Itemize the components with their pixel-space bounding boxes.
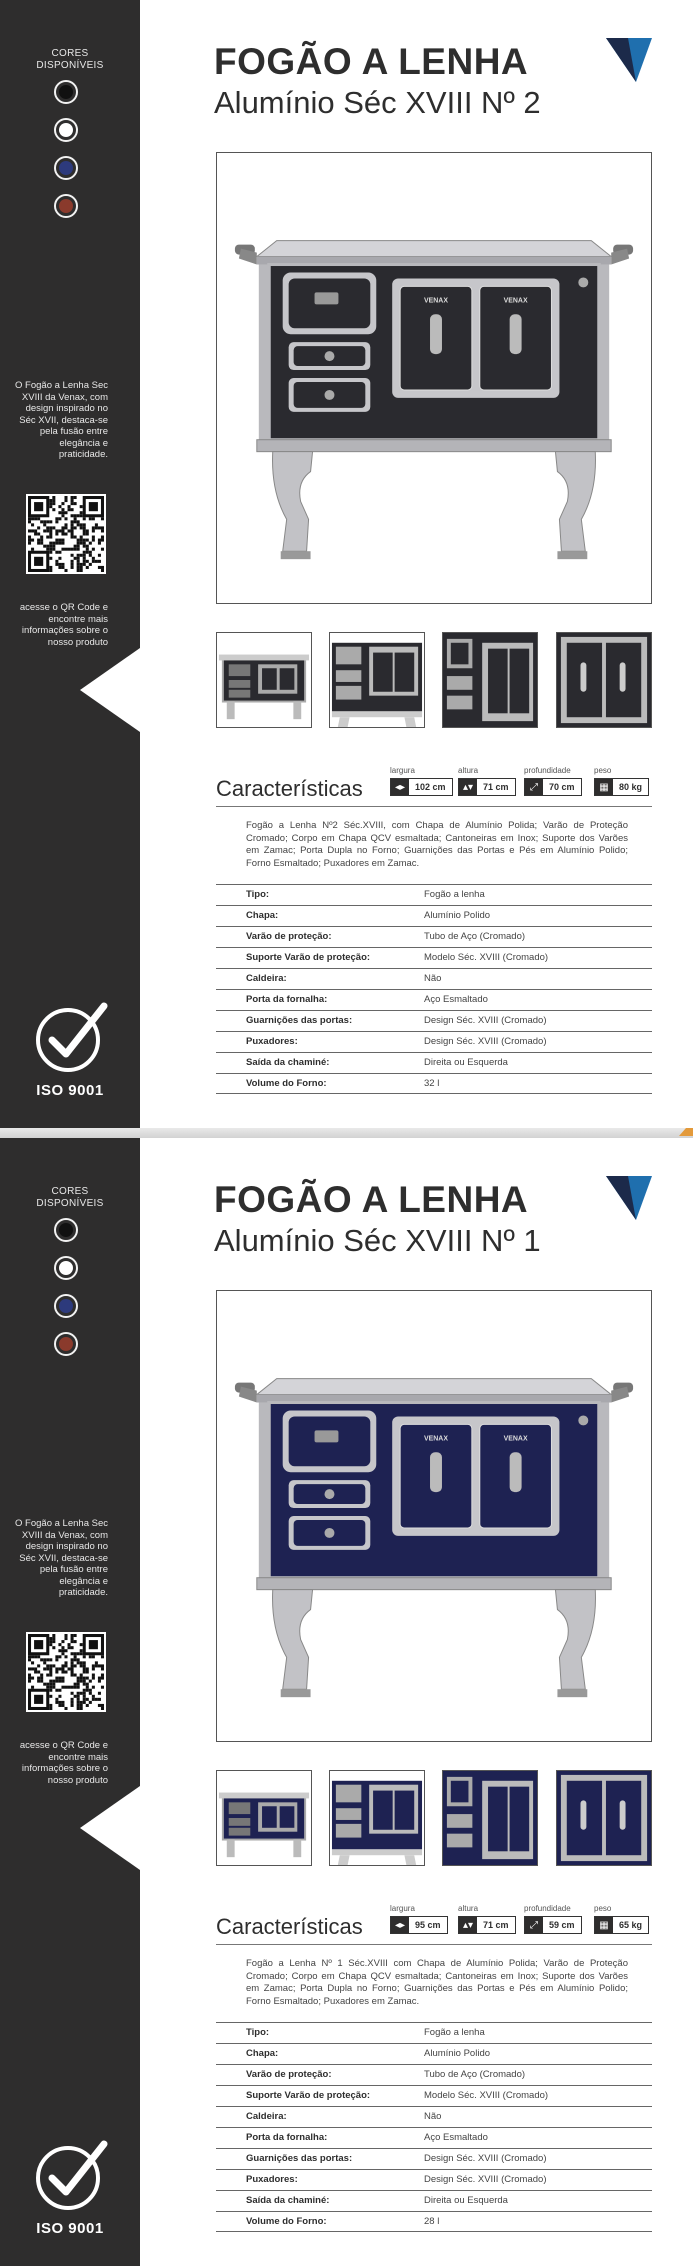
product-description: Fogão a Lenha Nº2 Séc.XVIII, com Chapa de Alumínio Polida; Varão de Proteção Cromado; Corpo em Chapa QCV esmaltada; Cantoneiras em Inox; Suporte dos Varões em Zamac; Porta Dupla no Forno; Guarnições das Portas e Pés em Alumínio Polido; Forno Esmaltado; Puxadores em Zamac. [246, 820, 628, 869]
spec-key: Chapa: [246, 910, 279, 921]
height-arrows-icon: ▴▾ [459, 1917, 477, 1933]
sidebar-description: O Fogão a Lenha Sec XVIII da Venax, com design inspirado no Séc XVII, destaca-se pela fusão entre elegância e praticidade. [15, 1518, 108, 1598]
spec-box [524, 1916, 582, 1934]
spec-value: Fogão a lenha [424, 889, 485, 900]
spec-key: Tipo: [246, 2027, 270, 2038]
depth-arrows-icon: ⤢ [525, 779, 543, 795]
color-swatch[interactable] [54, 80, 78, 104]
color-swatch[interactable] [54, 194, 78, 218]
spec-label: peso [594, 1904, 612, 1913]
width-arrows-icon: ◂▸ [391, 1917, 409, 1933]
spec-value: Tubo de Aço (Cromado) [424, 931, 526, 942]
spec-key: Suporte Varão de proteção: [246, 2090, 371, 2101]
spec-key: Guarnições das portas: [246, 1015, 353, 1026]
spec-label: altura [458, 1904, 479, 1913]
depth-arrows-icon: ⤢ [525, 1917, 543, 1933]
page-title: FOGÃO A LENHA [214, 1179, 529, 1220]
spec-key: Guarnições das portas: [246, 2153, 353, 2164]
table-row [216, 2106, 652, 2127]
spec-value: 102 cm [415, 782, 446, 792]
spec-label: largura [390, 1904, 415, 1913]
spec-key: Suporte Varão de proteção: [246, 952, 371, 963]
spec-value: 59 cm [549, 1920, 575, 1930]
svg-text:VENAX: VENAX [424, 297, 448, 305]
spec-value: 32 l [424, 1078, 440, 1089]
weight-icon: ▦ [595, 779, 613, 795]
catalog-page [0, 0, 693, 1128]
product-thumbnail[interactable] [216, 1770, 312, 1866]
section-title: Características [216, 1914, 363, 1939]
spec-table [216, 2022, 652, 2232]
qr-code[interactable] [26, 1632, 106, 1712]
spec-value: 28 l [424, 2216, 440, 2227]
table-row [216, 905, 652, 926]
color-swatch[interactable] [54, 156, 78, 180]
table-row [216, 1073, 652, 1094]
main-product-image[interactable] [216, 152, 652, 604]
spec-box [524, 778, 582, 796]
spec-value: Design Séc. XVIII (Cromado) [424, 1036, 547, 1047]
thumbnail-strip [216, 1770, 652, 1866]
sidebar-description: O Fogão a Lenha Sec XVIII da Venax, com design inspirado no Séc XVII, destaca-se pela fusão entre elegância e praticidade. [15, 380, 108, 460]
product-thumbnail[interactable] [556, 1770, 652, 1866]
table-row [216, 1052, 652, 1073]
product-thumbnail[interactable] [216, 632, 312, 728]
colors-title: CORES DISPONÍVEIS [36, 48, 104, 71]
qr-code-image [28, 496, 104, 572]
qr-caption: acesse o QR Code e encontre mais informações sobre o nosso produto [19, 1740, 108, 1786]
section-title: Características [216, 776, 363, 801]
page-title: FOGÃO A LENHA [214, 41, 529, 82]
thumbnail-image [217, 1771, 311, 1865]
spec-key: Puxadores: [246, 2174, 298, 2185]
spec-key: Porta da fornalha: [246, 2132, 328, 2143]
iso-check-icon [34, 1000, 110, 1076]
spec-value: Design Séc. XVIII (Cromado) [424, 1015, 547, 1026]
thumbnail-image [443, 1771, 537, 1865]
iso-label: ISO 9001 [36, 2220, 104, 2237]
spec-table [216, 884, 652, 1094]
sidebar [0, 0, 140, 1128]
spec-key: Saída da chaminé: [246, 2195, 330, 2206]
stove-illustration [217, 153, 651, 603]
spec-value: 95 cm [415, 1920, 441, 1930]
color-swatch[interactable] [54, 1256, 78, 1280]
table-row [216, 989, 652, 1010]
spec-box [594, 1916, 649, 1934]
spec-box [594, 778, 649, 796]
spec-value: 80 kg [619, 782, 643, 792]
spec-value: Não [424, 2111, 442, 2122]
color-swatch[interactable] [54, 118, 78, 142]
spec-key: Porta da fornalha: [246, 994, 328, 1005]
svg-text:VENAX: VENAX [503, 1435, 528, 1443]
table-row [216, 1031, 652, 1052]
spec-key: Puxadores: [246, 1036, 298, 1047]
venax-logo-icon [606, 38, 652, 82]
spec-key: Varão de proteção: [246, 2069, 332, 2080]
thumbnail-image [557, 1771, 651, 1865]
width-arrows-icon: ◂▸ [391, 779, 409, 795]
spec-value: 65 kg [619, 1920, 643, 1930]
spec-box [390, 1916, 448, 1934]
spec-value: Direita ou Esquerda [424, 1057, 508, 1068]
qr-caption: acesse o QR Code e encontre mais informações sobre o nosso produto [19, 602, 108, 648]
spec-label: altura [458, 766, 479, 775]
page-separator [0, 1128, 693, 1138]
product-thumbnail[interactable] [329, 632, 425, 728]
product-thumbnail[interactable] [442, 632, 538, 728]
spec-value: 70 cm [549, 782, 575, 792]
spec-label: largura [390, 766, 415, 775]
iso-label: ISO 9001 [36, 1082, 104, 1099]
page-subtitle: Alumínio Séc XVIII Nº 2 [214, 85, 541, 120]
table-row [216, 2190, 652, 2211]
spec-value: Modelo Séc. XVIII (Cromado) [424, 952, 549, 963]
spec-value: Aço Esmaltado [424, 994, 488, 1005]
stove-illustration [217, 1291, 651, 1741]
svg-text:VENAX: VENAX [503, 297, 528, 305]
spec-value: 71 cm [483, 1920, 509, 1930]
product-thumbnail[interactable] [442, 1770, 538, 1866]
color-swatch[interactable] [54, 1218, 78, 1242]
color-swatch[interactable] [54, 1332, 78, 1356]
sidebar [0, 1138, 140, 2266]
product-thumbnail[interactable] [329, 1770, 425, 1866]
table-row [216, 1010, 652, 1031]
spec-key: Caldeira: [246, 2111, 287, 2122]
thumbnail-image [330, 633, 424, 727]
spec-value: Design Séc. XVIII (Cromado) [424, 2174, 547, 2185]
spec-label: profundidade [524, 766, 571, 775]
table-row [216, 947, 652, 968]
spec-value: 71 cm [483, 782, 509, 792]
weight-icon: ▦ [595, 1917, 613, 1933]
qr-code[interactable] [26, 494, 106, 574]
table-row [216, 2064, 652, 2085]
table-row [216, 926, 652, 947]
divider [216, 806, 652, 807]
iso-check-icon [34, 2138, 110, 2214]
colors-title: CORES DISPONÍVEIS [36, 1186, 104, 1209]
thumbnail-image [557, 633, 651, 727]
divider [216, 1944, 652, 1945]
table-row [216, 2127, 652, 2148]
table-row [216, 884, 652, 905]
qr-code-image [28, 1634, 104, 1710]
table-row [216, 2211, 652, 2232]
product-description: Fogão a Lenha Nº 1 Séc.XVIII com Chapa de Alumínio Polida; Varão de Proteção Cromado; Corpo em Chapa QCV esmaltada; Cantoneiras em Inox; Suporte dos Varões em Zamac; Porta Dupla no Forno; Guarnições das Portas e Pés em Alumínio Polido; Forno Esmaltado; Puxadores em Zamac. [246, 1958, 628, 2007]
spec-label: peso [594, 766, 612, 775]
thumbnail-image [217, 633, 311, 727]
spec-box [458, 778, 516, 796]
thumbnail-image [330, 1771, 424, 1865]
table-row [216, 2043, 652, 2064]
thumbnail-image [443, 633, 537, 727]
catalog-page [0, 1138, 693, 2266]
table-row [216, 2085, 652, 2106]
table-row [216, 2169, 652, 2190]
spec-key: Volume do Forno: [246, 1078, 327, 1089]
spec-value: Fogão a lenha [424, 2027, 485, 2038]
table-row [216, 2148, 652, 2169]
thumbnail-strip [216, 632, 652, 728]
page-subtitle: Alumínio Séc XVIII Nº 1 [214, 1223, 541, 1258]
spec-key: Tipo: [246, 889, 270, 900]
spec-value: Tubo de Aço (Cromado) [424, 2069, 526, 2080]
spec-key: Volume do Forno: [246, 2216, 327, 2227]
spec-value: Modelo Séc. XVIII (Cromado) [424, 2090, 549, 2101]
spec-key: Chapa: [246, 2048, 279, 2059]
spec-value: Alumínio Polido [424, 910, 491, 921]
svg-text:VENAX: VENAX [424, 1435, 448, 1443]
spec-value: Direita ou Esquerda [424, 2195, 508, 2206]
spec-key: Saída da chaminé: [246, 1057, 330, 1068]
spec-value: Design Séc. XVIII (Cromado) [424, 2153, 547, 2164]
height-arrows-icon: ▴▾ [459, 779, 477, 795]
spec-label: profundidade [524, 1904, 571, 1913]
main-product-image[interactable] [216, 1290, 652, 1742]
spec-value: Não [424, 973, 442, 984]
table-row [216, 968, 652, 989]
spec-value: Aço Esmaltado [424, 2132, 488, 2143]
table-row [216, 2022, 652, 2043]
venax-logo-icon [606, 1176, 652, 1220]
color-swatch[interactable] [54, 1294, 78, 1318]
spec-key: Caldeira: [246, 973, 287, 984]
spec-box [390, 778, 453, 796]
spec-value: Alumínio Polido [424, 2048, 491, 2059]
product-thumbnail[interactable] [556, 632, 652, 728]
spec-box [458, 1916, 516, 1934]
spec-key: Varão de proteção: [246, 931, 332, 942]
